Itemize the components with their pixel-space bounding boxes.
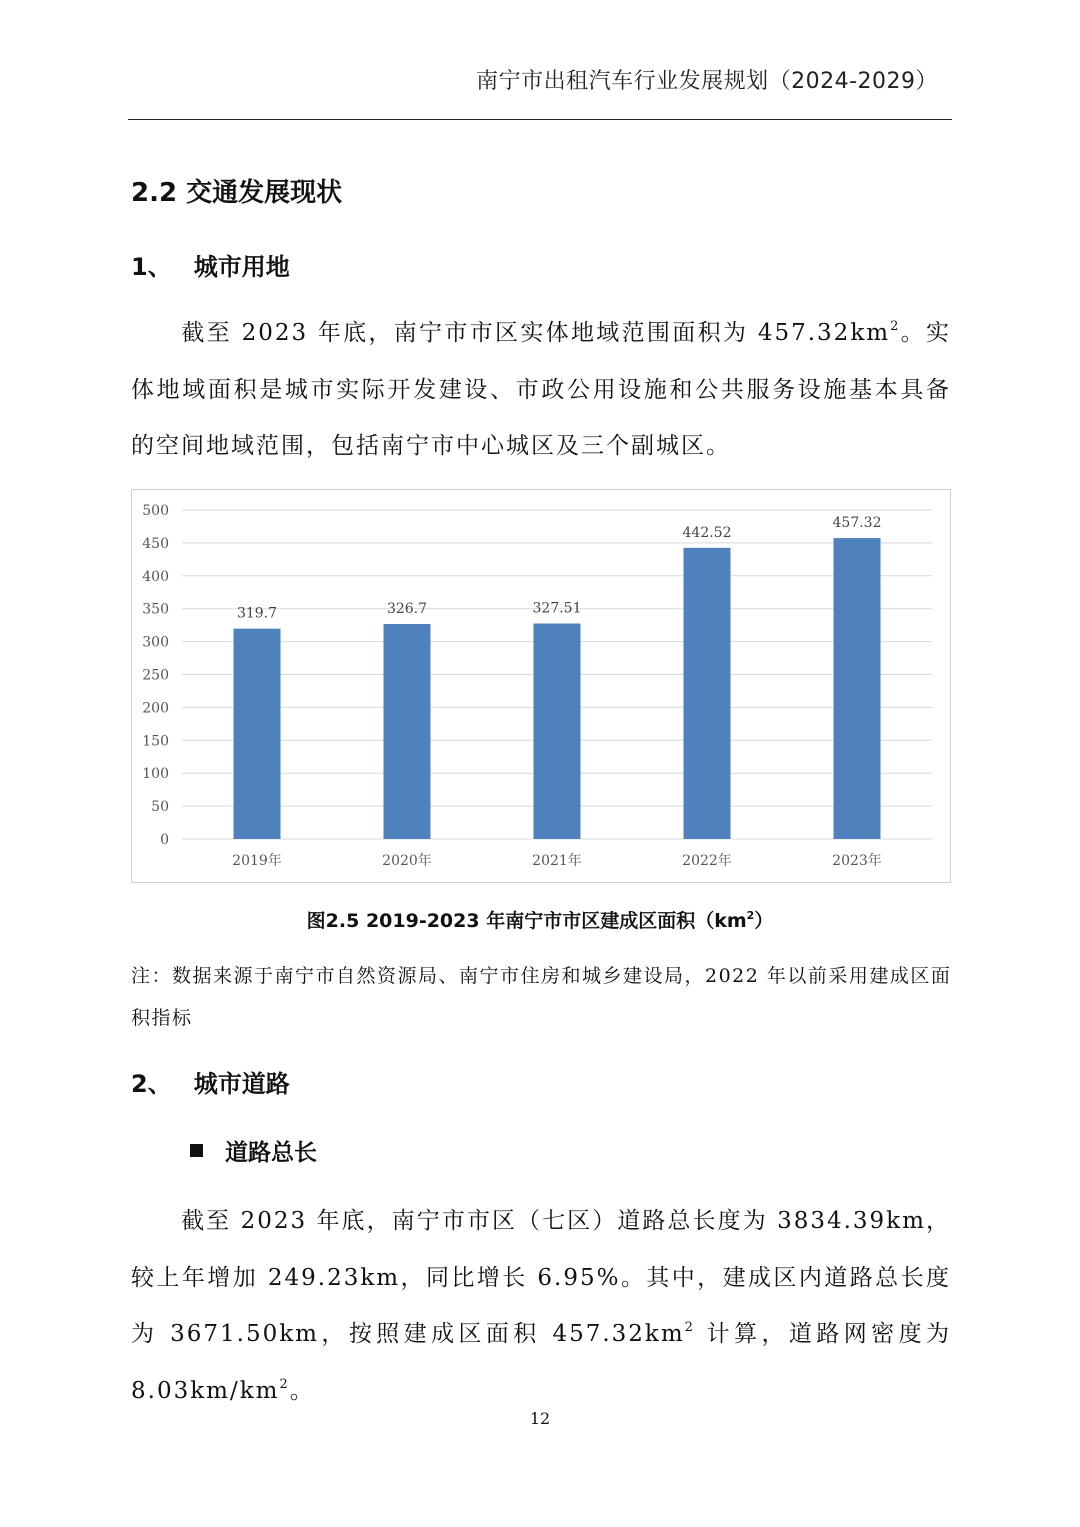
bar bbox=[834, 538, 881, 839]
x-tick-label: 2020年 bbox=[382, 853, 432, 869]
land-paragraph-text-b: 。实体地域面积是城市实际开发建设、市政公用设施和公共服务设施基本具备的空间地域范围，包括南宁市中心城区及三个副城区。 bbox=[131, 320, 952, 459]
y-tick-label: 500 bbox=[142, 503, 169, 519]
y-tick-label: 200 bbox=[142, 700, 169, 717]
bar-chart-svg bbox=[132, 490, 950, 882]
caption-suffix: ） bbox=[754, 910, 774, 932]
subheading-roads bbox=[131, 1064, 290, 1099]
y-tick-label: 50 bbox=[151, 799, 169, 816]
subheading-text: 城市道路 bbox=[193, 1070, 290, 1098]
roads-paragraph-text-b: 计算，道路网密度为 8.03km/km bbox=[131, 1321, 951, 1404]
header-rule bbox=[128, 119, 952, 120]
data-label: 319.7 bbox=[236, 605, 278, 622]
y-tick-label: 350 bbox=[142, 601, 169, 618]
subheading-land-use bbox=[131, 247, 290, 282]
bullet-heading-road-length bbox=[190, 1134, 317, 1167]
x-tick-label: 2022年 bbox=[682, 853, 732, 869]
y-tick-label: 0 bbox=[160, 832, 169, 848]
y-tick-label: 300 bbox=[142, 634, 169, 651]
y-tick-label: 400 bbox=[142, 568, 169, 585]
land-paragraph-text-a: 截至 2023 年底，南宁市市区实体地域范围面积为 457.32km bbox=[181, 320, 891, 346]
y-tick-label: 250 bbox=[142, 667, 169, 684]
square-bullet-icon bbox=[190, 1144, 203, 1157]
x-tick-label: 2019年 bbox=[232, 853, 282, 869]
subheading-text: 城市用地 bbox=[193, 253, 290, 281]
caption-prefix: 图2.5 2019-2023 年南宁市市区建成区面积（km bbox=[306, 910, 747, 932]
roads-paragraph-text-c: 。 bbox=[289, 1377, 315, 1404]
figure-caption bbox=[0, 906, 1080, 933]
caption-superscript: 2 bbox=[746, 909, 755, 922]
roads-paragraph bbox=[131, 1193, 951, 1419]
section-title: 2.2 交通发展现状 bbox=[131, 178, 343, 208]
x-tick-label: 2021年 bbox=[532, 853, 582, 869]
bar bbox=[384, 624, 431, 839]
roads-paragraph-text-a: 截至 2023 年底，南宁市市区（七区）道路总长度为 3834.39km，较上年增加 249.23km，同比增长 6.95%。其中，建成区内道路总长度为 3671.50km，按照建成区面积 457.32km bbox=[131, 1208, 951, 1347]
running-header: 南宁市出租汽车行业发展规划（2024-2029） bbox=[476, 69, 938, 94]
y-tick-label: 150 bbox=[142, 733, 169, 750]
subheading-number: 1、 bbox=[131, 253, 172, 281]
bar-chart bbox=[131, 489, 951, 883]
data-label: 457.32 bbox=[832, 515, 882, 532]
bar bbox=[684, 548, 731, 839]
data-source-note: 注：数据来源于南宁市自然资源局、南宁市住房和城乡建设局，2022 年以前采用建成区面积指标 bbox=[131, 965, 952, 1029]
bar bbox=[534, 623, 581, 839]
data-label: 327.51 bbox=[532, 600, 582, 617]
bullet-heading-text: 道路总长 bbox=[225, 1140, 317, 1166]
subheading-number: 2、 bbox=[131, 1070, 172, 1098]
data-label: 442.52 bbox=[682, 524, 732, 541]
bar bbox=[234, 629, 281, 839]
y-tick-label: 100 bbox=[142, 766, 169, 783]
land-paragraph bbox=[131, 305, 951, 475]
superscript: 2 bbox=[684, 1320, 695, 1335]
superscript: 2 bbox=[279, 1376, 290, 1392]
page-number: 12 bbox=[529, 1409, 551, 1428]
data-label: 326.7 bbox=[386, 601, 428, 618]
x-tick-label: 2023年 bbox=[832, 853, 882, 869]
y-tick-label: 450 bbox=[142, 535, 169, 552]
superscript: 2 bbox=[890, 319, 901, 334]
